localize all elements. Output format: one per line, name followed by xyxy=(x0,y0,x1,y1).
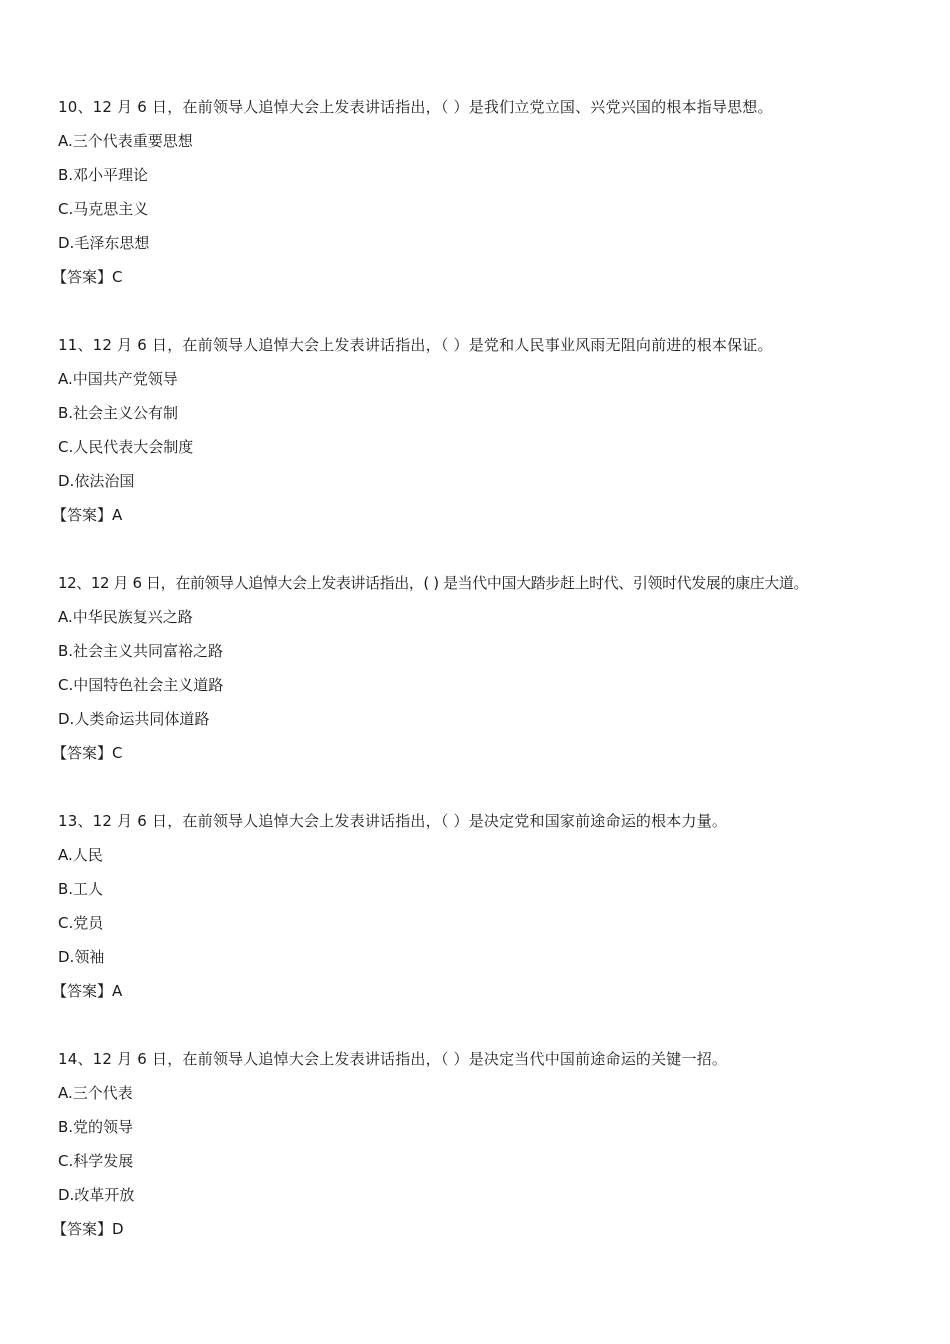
option-d: D.改革开放 xyxy=(58,1186,135,1204)
option-c: C.人民代表大会制度 xyxy=(58,438,194,456)
option-d: D.领袖 xyxy=(58,948,105,966)
answer: 【答案】D xyxy=(52,1220,124,1238)
question-stem: 13、12 月 6 日，在前领导人追悼大会上发表讲话指出，（ ）是决定党和国家前途命运的根本力量。 xyxy=(58,812,728,830)
question-stem: 11、12 月 6 日，在前领导人追悼大会上发表讲话指出，（ ）是党和人民事业风雨无阻向前进的根本保证。 xyxy=(58,336,773,354)
answer: 【答案】A xyxy=(52,506,123,524)
option-c: C.党员 xyxy=(58,914,104,932)
option-d: D.人类命运共同体道路 xyxy=(58,710,210,728)
option-b: B.工人 xyxy=(58,880,104,898)
answer: 【答案】C xyxy=(52,268,123,286)
option-a: A.三个代表重要思想 xyxy=(58,132,193,150)
option-b: B.社会主义共同富裕之路 xyxy=(58,642,224,660)
option-c: C.中国特色社会主义道路 xyxy=(58,676,224,694)
option-a: A.中国共产党领导 xyxy=(58,370,178,388)
answer: 【答案】C xyxy=(52,744,123,762)
option-d: D.毛泽东思想 xyxy=(58,234,150,252)
question-10 xyxy=(52,90,918,294)
option-a: A.三个代表 xyxy=(58,1084,133,1102)
question-stem: 10、12 月 6 日，在前领导人追悼大会上发表讲话指出，（ ）是我们立党立国、兴党兴国的根本指导思想。 xyxy=(58,98,773,116)
option-b: B.社会主义公有制 xyxy=(58,404,179,422)
question-stem: 14、12 月 6 日，在前领导人追悼大会上发表讲话指出，（ ）是决定当代中国前途命运的关键一招。 xyxy=(58,1050,728,1068)
option-c: C.马克思主义 xyxy=(58,200,149,218)
option-a: A.人民 xyxy=(58,846,103,864)
option-c: C.科学发展 xyxy=(58,1152,134,1170)
question-stem: 12、12 月 6 日，在前领导人追悼大会上发表讲话指出，( ) 是当代中国大踏步赶上时代、引领时代发展的康庄大道。 xyxy=(58,574,809,592)
option-d: D.依法治国 xyxy=(58,472,135,490)
answer: 【答案】A xyxy=(52,982,123,1000)
option-b: B.党的领导 xyxy=(58,1118,134,1136)
question-12 xyxy=(52,566,918,770)
question-14 xyxy=(52,1042,918,1246)
option-b: B.邓小平理论 xyxy=(58,166,149,184)
question-13 xyxy=(52,804,918,1008)
question-11 xyxy=(52,328,918,532)
option-a: A.中华民族复兴之路 xyxy=(58,608,193,626)
